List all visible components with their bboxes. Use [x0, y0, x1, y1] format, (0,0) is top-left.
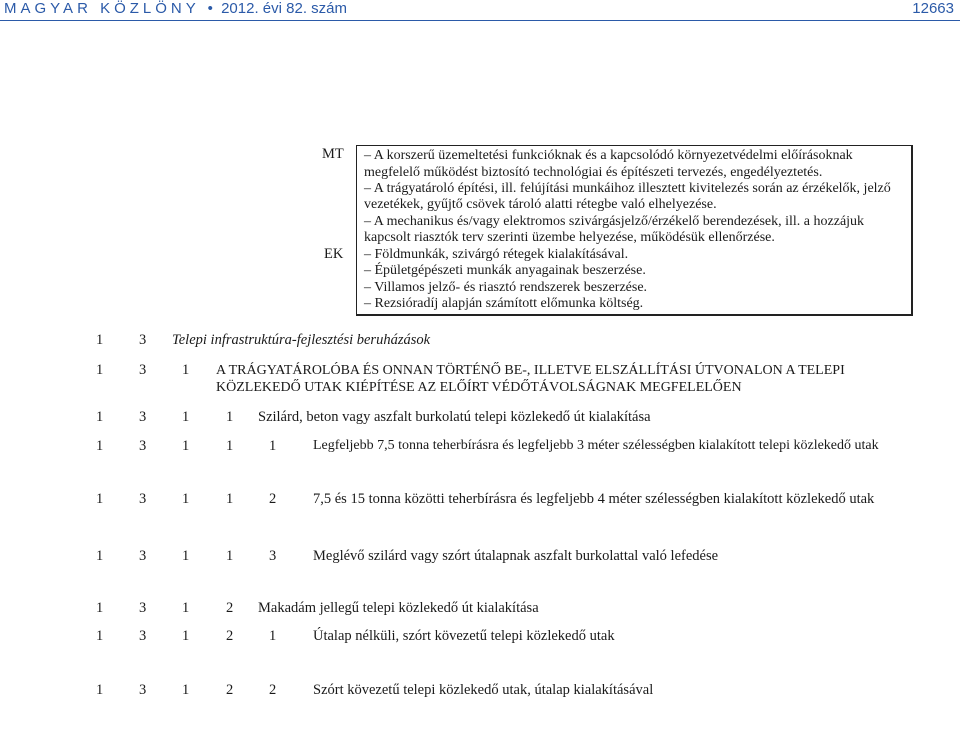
code-1: 1	[96, 491, 104, 507]
code-4: 2	[226, 628, 234, 644]
code-1: 1	[96, 409, 104, 425]
code-3: 1	[182, 628, 190, 644]
row-title: Makadám jellegű telepi közlekedő út kialakítása	[258, 600, 539, 616]
row-title-cont: KÖZLEKEDŐ UTAK KIÉPÍTÉSE AZ ELŐÍRT VÉDŐTÁVOLSÁGNAK MEGFELELŐEN	[216, 380, 742, 395]
header-journal	[4, 0, 347, 17]
header-bullet: •	[207, 0, 213, 17]
code-1: 1	[96, 362, 104, 378]
code-2: 3	[139, 600, 147, 616]
code-4: 1	[226, 438, 234, 454]
box-line: megfelelő működést biztosító technológiai és építészeti tervezés, engedélyeztetés.	[364, 165, 823, 180]
code-5: 2	[269, 682, 277, 698]
code-4: 1	[226, 491, 234, 507]
page-header	[0, 0, 960, 22]
row-title: Szórt kövezetű telepi közlekedő utak, útalap kialakításával	[313, 682, 654, 698]
box-line: – Épületgépészeti munkák anyagainak beszerzése.	[364, 263, 646, 278]
code-5: 1	[269, 438, 277, 454]
code-2: 3	[139, 682, 147, 698]
box-line: kapcsolt riasztók terv szerinti üzembe helyezése, működésük ellenőrzése.	[364, 230, 775, 245]
code-3: 1	[182, 600, 190, 616]
row-title: Legfeljebb 7,5 tonna teherbírásra és legfeljebb 3 méter szélességben kialakított telepi közlekedő utak	[313, 438, 879, 453]
code-2: 3	[139, 409, 147, 425]
code-1: 1	[96, 548, 104, 564]
code-3: 1	[182, 682, 190, 698]
ek-code: EK	[324, 246, 344, 262]
row-title: A TRÁGYATÁROLÓBA ÉS ONNAN TÖRTÉNŐ BE-, ILLETVE ELSZÁLLÍTÁSI ÚTVONALON A TELEPI	[216, 363, 845, 378]
code-1: 1	[96, 628, 104, 644]
row-title: Telepi infrastruktúra-fejlesztési beruházások	[172, 332, 431, 348]
code-4: 1	[226, 409, 234, 425]
journal-title: MAGYAR KÖZLÖNY	[4, 0, 200, 17]
code-5: 1	[269, 628, 277, 644]
mt-code: MT	[322, 146, 344, 162]
box-line: – A trágyatároló építési, ill. felújítási munkáihoz illesztett kivitelezés során az érzékelők, jelző	[364, 181, 891, 196]
box-line: vezetékek, gyűjtő csövek tároló alatti rétegbe való elhelyezése.	[364, 197, 717, 212]
code-1: 1	[96, 332, 104, 348]
code-4: 2	[226, 600, 234, 616]
box-line: – Földmunkák, szivárgó rétegek kialakításával.	[364, 247, 629, 262]
header-rule	[0, 20, 960, 21]
code-1: 1	[96, 600, 104, 616]
code-2: 3	[139, 362, 147, 378]
code-2: 3	[139, 491, 147, 507]
code-3: 1	[182, 491, 190, 507]
row-title: 7,5 és 15 tonna közötti teherbírásra és legfeljebb 4 méter szélességben kialakított közlekedő utak	[313, 491, 875, 507]
code-2: 3	[139, 628, 147, 644]
code-4: 2	[226, 682, 234, 698]
code-1: 1	[96, 438, 104, 454]
code-4: 1	[226, 548, 234, 564]
code-3: 1	[182, 409, 190, 425]
row-title: Meglévő szilárd vagy szórt útalapnak aszfalt burkolattal való lefedése	[313, 548, 719, 564]
issue-label: 2012. évi 82. szám	[221, 0, 347, 17]
code-5: 3	[269, 548, 277, 564]
box-line: – A mechanikus és/vagy elektromos szivárgásjelző/érzékelő berendezések, ill. a hozzájuk	[364, 214, 865, 229]
code-3: 1	[182, 438, 190, 454]
code-3: 1	[182, 548, 190, 564]
page-number: 12663	[912, 0, 954, 17]
box-line: – Rezsióradíj alapján számított előmunka költség.	[364, 296, 644, 311]
code-2: 3	[139, 548, 147, 564]
code-2: 3	[139, 438, 147, 454]
row-title: Szilárd, beton vagy aszfalt burkolatú telepi közlekedő út kialakítása	[258, 409, 651, 425]
row-title: Útalap nélküli, szórt kövezetű telepi közlekedő utak	[313, 628, 615, 644]
code-3: 1	[182, 362, 190, 378]
code-1: 1	[96, 682, 104, 698]
box-line: – Villamos jelző- és riasztó rendszerek beszerzése.	[364, 280, 648, 295]
code-2: 3	[139, 332, 147, 348]
code-5: 2	[269, 491, 277, 507]
box-line: – A korszerű üzemeltetési funkcióknak és a kapcsolódó környezetvédelmi előírásoknak	[364, 148, 853, 163]
